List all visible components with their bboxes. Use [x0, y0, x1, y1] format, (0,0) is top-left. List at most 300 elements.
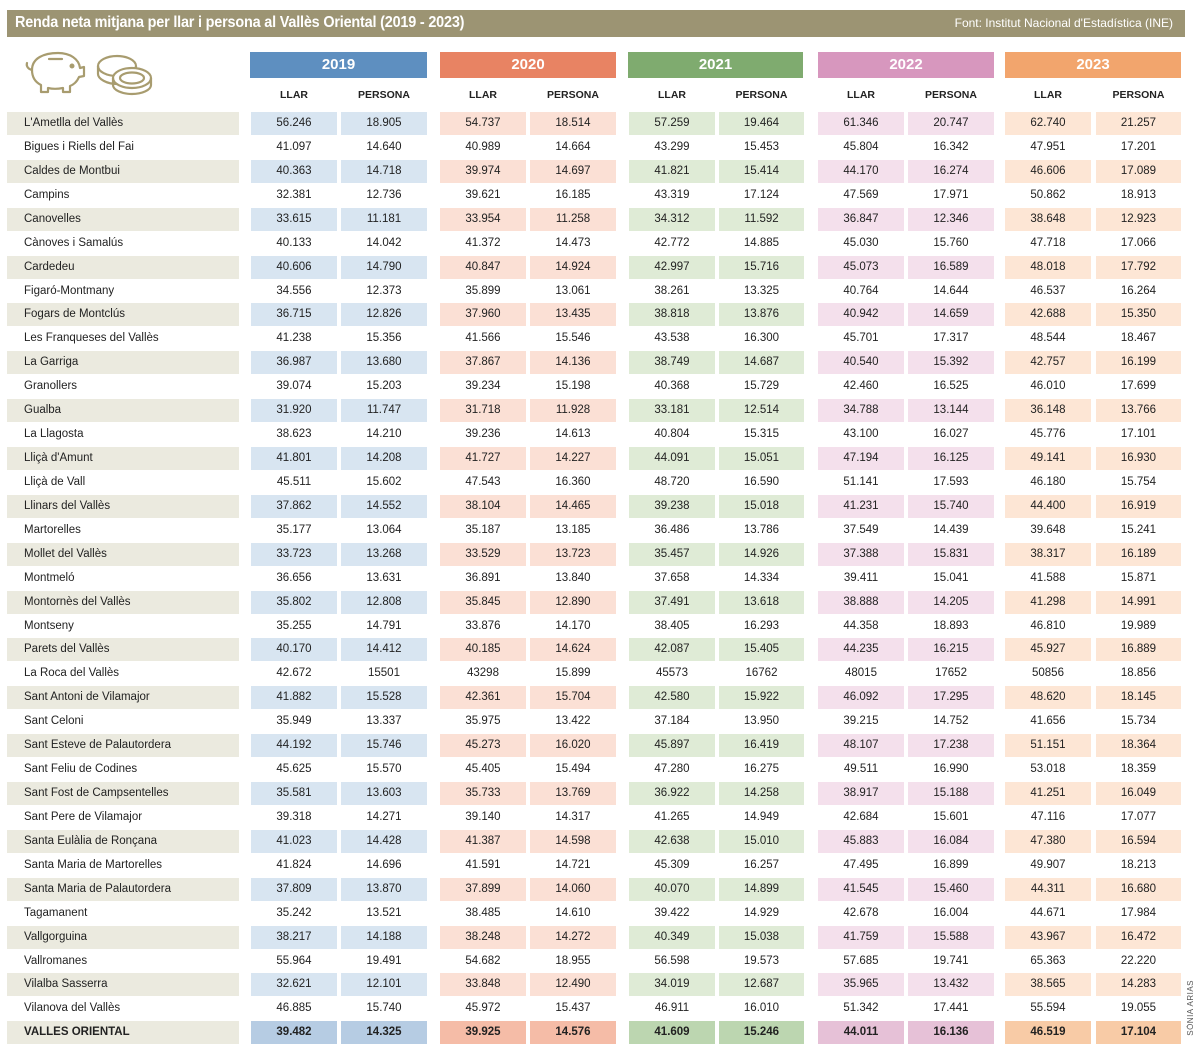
municipality-name: Llinars del Vallès: [7, 495, 239, 518]
cell-2019-persona: 14.552: [341, 495, 427, 518]
cell-2022-persona: 16.274: [908, 160, 994, 183]
cell-2019-llar: 37.809: [251, 878, 337, 901]
table-row: [0, 399, 1200, 422]
cell-2022-llar: 37.549: [843, 523, 879, 536]
cell-2021-persona: 14.949: [743, 810, 780, 823]
cell-2021-persona: 19.573: [743, 954, 780, 967]
cell-2020-persona: 13.061: [555, 284, 591, 297]
municipality-name: Cardedeu: [7, 256, 239, 279]
cell-2019-llar: 41.023: [251, 830, 337, 853]
table-row: [0, 591, 1200, 614]
cell-2022-llar: 51.342: [843, 1002, 879, 1015]
cell-2023-persona: 17.792: [1096, 256, 1181, 279]
cell-2020-llar: 39.234: [465, 380, 501, 393]
cell-2019-persona: 13.268: [341, 543, 427, 566]
table-row: [0, 160, 1200, 183]
cell-2023-persona: 14.283: [1096, 973, 1181, 996]
subheader-llar: LLAR: [280, 89, 308, 101]
cell-2023-llar: 49.141: [1005, 447, 1091, 470]
cell-2021-persona: 14.929: [743, 906, 780, 919]
cell-2022-persona: 16.125: [908, 447, 994, 470]
cell-2021-llar: 33.181: [629, 399, 715, 422]
table-row: [0, 136, 1200, 159]
table-row: [0, 208, 1200, 231]
cell-2023-llar: 46.180: [1030, 475, 1066, 488]
cell-2021-llar: 38.261: [654, 284, 690, 297]
cell-2019-persona: 15.602: [366, 475, 402, 488]
cell-2021-llar: 43.299: [654, 140, 690, 153]
cell-2020-llar: 38.248: [440, 926, 526, 949]
municipality-name: Mollet del Vallès: [7, 543, 239, 566]
cell-2019-persona: 14.791: [366, 619, 402, 632]
cell-2022-persona: 15.831: [908, 543, 994, 566]
subheader-persona: PERSONA: [1112, 89, 1165, 101]
municipality-name: Sant Celoni: [24, 715, 84, 728]
cell-2020-llar: 35.899: [465, 284, 501, 297]
table-row: [0, 112, 1200, 135]
municipality-name: Tagamanent: [24, 906, 88, 919]
cell-2021-persona: 13.786: [743, 523, 780, 536]
year-header-2022: 2022: [818, 52, 994, 78]
cell-2021-llar: 42.087: [629, 638, 715, 661]
cell-2023-persona: 16.264: [1120, 284, 1157, 297]
cell-2020-persona: 13.185: [555, 523, 591, 536]
cell-2020-persona: 14.721: [555, 858, 591, 871]
cell-2022-llar: 41.231: [818, 495, 904, 518]
cell-2019-persona: 14.208: [341, 447, 427, 470]
cell-2021-llar: 34.312: [629, 208, 715, 231]
cell-2020-llar: 40.185: [440, 638, 526, 661]
cell-2022-persona: 17.441: [933, 1002, 969, 1015]
cell-2021-llar: 40.804: [654, 428, 690, 441]
cell-2023-persona: 16.199: [1096, 351, 1181, 374]
cell-2020-llar: 41.727: [440, 447, 526, 470]
cell-2019-llar: 34.556: [276, 284, 312, 297]
cell-2020-llar: 40.989: [465, 140, 501, 153]
cell-2021-persona: 14.687: [719, 351, 804, 374]
cell-2020-persona: 14.576: [530, 1021, 616, 1044]
cell-2020-llar: 38.104: [440, 495, 526, 518]
municipality-name: Vilanova del Vallès: [24, 1002, 121, 1015]
cell-2021-llar: 38.405: [654, 619, 690, 632]
cell-2019-persona: 13.631: [366, 571, 402, 584]
cell-2020-persona: 14.924: [530, 256, 616, 279]
cell-2019-llar: 38.623: [276, 428, 312, 441]
cell-2023-llar: 65.363: [1030, 954, 1066, 967]
cell-2020-persona: 14.613: [555, 428, 591, 441]
cell-2022-persona: 15.041: [933, 571, 969, 584]
cell-2022-persona: 20.747: [908, 112, 994, 135]
municipality-name: Sant Fost de Campsentelles: [7, 782, 239, 805]
cell-2020-persona: 14.465: [530, 495, 616, 518]
cell-2020-llar: 39.621: [465, 188, 501, 201]
cell-2021-llar: 43.319: [654, 188, 690, 201]
cell-2022-persona: 12.346: [908, 208, 994, 231]
cell-2023-llar: 41.251: [1005, 782, 1091, 805]
cell-2019-persona: 12.736: [366, 188, 402, 201]
cell-2021-llar: 41.609: [629, 1021, 715, 1044]
cell-2023-persona: 18.145: [1096, 686, 1181, 709]
cell-2019-persona: 12.808: [341, 591, 427, 614]
cell-2022-persona: 16.215: [908, 638, 994, 661]
cell-2020-llar: 45.273: [440, 734, 526, 757]
cell-2019-persona: 13.064: [366, 523, 402, 536]
cell-2023-persona: 17.699: [1120, 380, 1157, 393]
cell-2022-persona: 18.893: [933, 619, 969, 632]
cell-2020-persona: 11.258: [530, 208, 616, 231]
cell-2022-llar: 36.847: [818, 208, 904, 231]
cell-2023-persona: 17.101: [1120, 428, 1157, 441]
cell-2021-llar: 38.749: [629, 351, 715, 374]
cell-2020-persona: 14.060: [530, 878, 616, 901]
cell-2022-llar: 48.107: [818, 734, 904, 757]
chart-title: Renda neta mitjana per llar i persona al Vallès Oriental (2019 - 2023): [15, 14, 465, 31]
municipality-name: Campins: [24, 188, 70, 201]
cell-2019-llar: 31.920: [251, 399, 337, 422]
cell-2022-llar: 35.965: [818, 973, 904, 996]
cell-2019-persona: 15501: [368, 667, 400, 680]
cell-2022-llar: 51.141: [843, 475, 879, 488]
cell-2022-persona: 16.136: [908, 1021, 994, 1044]
cell-2021-llar: 37.658: [654, 571, 690, 584]
municipality-name: L'Ametlla del Vallès: [7, 112, 239, 135]
cell-2020-llar: 35.845: [440, 591, 526, 614]
cell-2020-llar: 40.847: [440, 256, 526, 279]
cell-2020-persona: 18.955: [555, 954, 591, 967]
cell-2023-persona: 17.089: [1096, 160, 1181, 183]
cell-2019-persona: 14.325: [341, 1021, 427, 1044]
cell-2022-persona: 16.990: [933, 763, 969, 776]
table-row: [0, 686, 1200, 709]
cell-2020-persona: 13.840: [555, 571, 591, 584]
cell-2022-persona: 17.317: [933, 332, 969, 345]
cell-2020-persona: 14.697: [530, 160, 616, 183]
cell-2022-llar: 40.540: [818, 351, 904, 374]
cell-2023-llar: 38.317: [1005, 543, 1091, 566]
cell-2021-llar: 39.238: [629, 495, 715, 518]
municipality-name: Montmeló: [24, 571, 75, 584]
cell-2023-persona: 18.856: [1120, 667, 1157, 680]
cell-2019-llar: 40.133: [276, 236, 312, 249]
cell-2022-llar: 45.804: [843, 140, 879, 153]
table-row: [0, 878, 1200, 901]
cell-2023-llar: 46.519: [1005, 1021, 1091, 1044]
total-label: VALLES ORIENTAL: [7, 1021, 239, 1044]
cell-2021-persona: 15.246: [719, 1021, 804, 1044]
table-row: [0, 495, 1200, 518]
cell-2022-llar: 44.170: [818, 160, 904, 183]
municipality-name: Cànoves i Samalús: [24, 236, 124, 249]
subheader-llar: LLAR: [469, 89, 497, 101]
cell-2019-persona: 18.905: [341, 112, 427, 135]
municipality-name: Fogars de Montclús: [7, 303, 239, 326]
cell-2022-persona: 14.644: [933, 284, 969, 297]
cell-2022-llar: 46.092: [818, 686, 904, 709]
cell-2023-persona: 18.213: [1120, 858, 1157, 871]
cell-2023-llar: 41.298: [1005, 591, 1091, 614]
cell-2022-llar: 38.888: [818, 591, 904, 614]
photo-credit: SÒNIA ARIAS: [1186, 980, 1195, 1036]
cell-2023-llar: 42.757: [1005, 351, 1091, 374]
cell-2023-persona: 17.984: [1120, 906, 1157, 919]
table-row: [0, 303, 1200, 326]
cell-2022-persona: 17.238: [908, 734, 994, 757]
cell-2019-llar: 44.192: [251, 734, 337, 757]
cell-2021-persona: 15.453: [743, 140, 780, 153]
table-row: [0, 950, 1200, 973]
cell-2020-llar: 41.372: [465, 236, 501, 249]
cell-2023-persona: 17.077: [1120, 810, 1157, 823]
cell-2021-llar: 40.349: [629, 926, 715, 949]
cell-2022-persona: 14.439: [933, 523, 969, 536]
cell-2019-persona: 14.428: [341, 830, 427, 853]
municipality-name: Gualba: [7, 399, 239, 422]
cell-2019-llar: 36.656: [276, 571, 312, 584]
table-row: [0, 375, 1200, 398]
cell-2019-persona: 13.521: [366, 906, 402, 919]
table-row: [0, 758, 1200, 781]
cell-2019-llar: 35.177: [276, 523, 312, 536]
table-row: [0, 184, 1200, 207]
cell-2019-persona: 15.746: [341, 734, 427, 757]
cell-2022-llar: 38.917: [818, 782, 904, 805]
coins-icon: [98, 56, 151, 94]
cell-2021-persona: 16.293: [743, 619, 780, 632]
cell-2023-llar: 48.544: [1030, 332, 1066, 345]
cell-2019-llar: 35.242: [276, 906, 312, 919]
municipality-name: Figaró-Montmany: [24, 284, 115, 297]
municipality-name: Vallromanes: [24, 954, 88, 967]
cell-2022-persona: 15.460: [908, 878, 994, 901]
cell-2022-persona: 19.741: [933, 954, 969, 967]
cell-2020-persona: 14.227: [530, 447, 616, 470]
cell-2019-llar: 55.964: [276, 954, 312, 967]
cell-2019-llar: 38.217: [251, 926, 337, 949]
cell-2023-persona: 19.055: [1120, 1002, 1157, 1015]
cell-2021-llar: 38.818: [629, 303, 715, 326]
cell-2021-llar: 45.897: [629, 734, 715, 757]
cell-2021-persona: 15.716: [719, 256, 804, 279]
cell-2019-llar: 37.862: [251, 495, 337, 518]
table-row: [0, 519, 1200, 542]
table-row: [0, 926, 1200, 949]
cell-2019-llar: 45.511: [276, 475, 312, 488]
cell-2019-llar: 41.097: [276, 140, 312, 153]
cell-2019-llar: 41.882: [251, 686, 337, 709]
cell-2023-persona: 15.350: [1096, 303, 1181, 326]
cell-2022-persona: 16.525: [933, 380, 969, 393]
cell-2021-llar: 39.422: [654, 906, 690, 919]
cell-2019-persona: 14.640: [366, 140, 402, 153]
cell-2023-llar: 47.951: [1030, 140, 1066, 153]
cell-2019-persona: 13.870: [341, 878, 427, 901]
cell-2021-llar: 57.259: [629, 112, 715, 135]
cell-2020-persona: 14.624: [530, 638, 616, 661]
cell-2023-llar: 51.151: [1005, 734, 1091, 757]
cell-2019-persona: 13.680: [341, 351, 427, 374]
cell-2021-persona: 15.729: [743, 380, 780, 393]
year-header-2020: 2020: [440, 52, 616, 78]
municipality-name: Granollers: [24, 380, 78, 393]
cell-2020-llar: 54.737: [440, 112, 526, 135]
table-row: [0, 615, 1200, 638]
cell-2022-persona: 13.432: [908, 973, 994, 996]
table-row: [0, 423, 1200, 446]
table-row: [0, 232, 1200, 255]
cell-2023-persona: 16.189: [1096, 543, 1181, 566]
cell-2022-llar: 40.942: [818, 303, 904, 326]
cell-2022-persona: 14.659: [908, 303, 994, 326]
cell-2023-llar: 55.594: [1030, 1002, 1066, 1015]
cell-2022-llar: 45.701: [843, 332, 879, 345]
subheader-llar: LLAR: [1034, 89, 1062, 101]
cell-2020-persona: 14.610: [555, 906, 591, 919]
municipality-name: Lliçà d'Amunt: [7, 447, 239, 470]
cell-2021-persona: 12.687: [719, 973, 804, 996]
cell-2020-persona: 15.899: [555, 667, 591, 680]
cell-2022-persona: 16.027: [933, 428, 969, 441]
cell-2019-persona: 15.528: [341, 686, 427, 709]
year-header-2023: 2023: [1005, 52, 1181, 78]
table-row: [0, 973, 1200, 996]
municipality-name: Martorelles: [24, 523, 81, 536]
cell-2020-persona: 16.360: [555, 475, 591, 488]
municipality-name: Santa Maria de Martorelles: [24, 858, 163, 871]
cell-2021-llar: 42.638: [629, 830, 715, 853]
cell-2023-llar: 46.810: [1030, 619, 1066, 632]
cell-2022-persona: 17.593: [933, 475, 969, 488]
cell-2020-llar: 33.848: [440, 973, 526, 996]
cell-2019-llar: 32.621: [251, 973, 337, 996]
cell-2022-persona: 15.188: [908, 782, 994, 805]
cell-2020-llar: 37.960: [440, 303, 526, 326]
cell-2021-persona: 15.922: [719, 686, 804, 709]
cell-2019-persona: 15.570: [366, 763, 402, 776]
cell-2022-persona: 17652: [935, 667, 967, 680]
cell-2023-persona: 16.889: [1096, 638, 1181, 661]
cell-2020-persona: 14.272: [530, 926, 616, 949]
cell-2023-llar: 43.967: [1005, 926, 1091, 949]
cell-2021-llar: 42.580: [629, 686, 715, 709]
cell-2021-persona: 15.038: [719, 926, 804, 949]
municipality-name: La Garriga: [7, 351, 239, 374]
cell-2021-llar: 34.019: [629, 973, 715, 996]
cell-2020-persona: 15.198: [555, 380, 591, 393]
year-header-2021: 2021: [628, 52, 803, 78]
cell-2020-llar: 33.876: [465, 619, 501, 632]
cell-2019-llar: 35.802: [251, 591, 337, 614]
cell-2019-persona: 19.491: [366, 954, 402, 967]
source-note: Font: Institut Nacional d'Estadística (INE): [954, 16, 1173, 30]
cell-2020-persona: 11.928: [530, 399, 616, 422]
cell-2019-llar: 46.885: [276, 1002, 312, 1015]
cell-2022-persona: 16.899: [933, 858, 969, 871]
cell-2021-persona: 11.592: [719, 208, 804, 231]
cell-2022-llar: 48015: [845, 667, 877, 680]
cell-2023-persona: 18.913: [1120, 188, 1157, 201]
cell-2019-llar: 35.949: [276, 715, 312, 728]
cell-2021-llar: 43.538: [654, 332, 690, 345]
municipality-name: Lliçà de Vall: [24, 475, 86, 488]
cell-2022-persona: 15.740: [908, 495, 994, 518]
cell-2019-llar: 40.606: [251, 256, 337, 279]
cell-2021-persona: 16.010: [743, 1002, 780, 1015]
municipality-name: Caldes de Montbui: [7, 160, 239, 183]
cell-2023-persona: 15.734: [1120, 715, 1157, 728]
cell-2022-llar: 37.388: [818, 543, 904, 566]
cell-2021-persona: 16.275: [743, 763, 780, 776]
cell-2023-persona: 17.201: [1120, 140, 1157, 153]
cell-2021-persona: 17.124: [743, 188, 780, 201]
cell-2022-llar: 42.684: [843, 810, 879, 823]
cell-2022-persona: 13.144: [908, 399, 994, 422]
cell-2022-persona: 17.295: [908, 686, 994, 709]
municipality-name: Santa Eulàlia de Ronçana: [7, 830, 239, 853]
cell-2022-persona: 15.588: [908, 926, 994, 949]
cell-2020-llar: 47.543: [465, 475, 501, 488]
cell-2020-persona: 14.473: [555, 236, 591, 249]
cell-2019-persona: 14.210: [366, 428, 402, 441]
cell-2023-persona: 16.680: [1096, 878, 1181, 901]
cell-2020-llar: 35.975: [465, 715, 501, 728]
cell-2022-persona: 17.971: [933, 188, 969, 201]
cell-2021-llar: 45.309: [654, 858, 690, 871]
table-row: [0, 471, 1200, 494]
cell-2021-persona: 14.885: [743, 236, 780, 249]
cell-2023-llar: 44.311: [1005, 878, 1091, 901]
cell-2023-persona: 14.991: [1096, 591, 1181, 614]
cell-2020-llar: 45.972: [465, 1002, 501, 1015]
municipality-name: Montseny: [24, 619, 74, 632]
table-row: [0, 710, 1200, 733]
cell-2020-persona: 14.170: [555, 619, 591, 632]
table-row: [0, 447, 1200, 470]
cell-2023-persona: 19.989: [1120, 619, 1157, 632]
cell-2021-persona: 15.051: [719, 447, 804, 470]
cell-2022-persona: 16.342: [933, 140, 969, 153]
cell-2021-llar: 40.070: [629, 878, 715, 901]
cell-2023-llar: 47.718: [1030, 236, 1066, 249]
cell-2021-llar: 48.720: [654, 475, 690, 488]
cell-2019-llar: 40.170: [251, 638, 337, 661]
cell-2023-llar: 45.927: [1005, 638, 1091, 661]
cell-2022-llar: 45.883: [818, 830, 904, 853]
cell-2023-llar: 50.862: [1030, 188, 1066, 201]
cell-2019-persona: 14.696: [366, 858, 402, 871]
cell-2023-persona: 16.919: [1096, 495, 1181, 518]
municipality-name: Vallgorguina: [7, 926, 239, 949]
cell-2019-persona: 14.790: [341, 256, 427, 279]
cell-2022-llar: 34.788: [818, 399, 904, 422]
cell-2021-persona: 14.899: [719, 878, 804, 901]
cell-2020-llar: 36.891: [465, 571, 501, 584]
cell-2023-llar: 41.588: [1030, 571, 1066, 584]
cell-2021-llar: 41.821: [629, 160, 715, 183]
cell-2019-llar: 42.672: [276, 667, 312, 680]
cell-2020-llar: 54.682: [465, 954, 501, 967]
cell-2020-persona: 14.598: [530, 830, 616, 853]
cell-2021-persona: 15.018: [719, 495, 804, 518]
cell-2019-persona: 12.826: [341, 303, 427, 326]
cell-2023-llar: 48.018: [1005, 256, 1091, 279]
subheader-llar: LLAR: [847, 89, 875, 101]
cell-2019-llar: 39.482: [251, 1021, 337, 1044]
cell-2021-llar: 42.997: [629, 256, 715, 279]
cell-2019-persona: 12.373: [366, 284, 402, 297]
cell-2021-persona: 15.405: [719, 638, 804, 661]
cell-2022-llar: 47.194: [818, 447, 904, 470]
cell-2023-llar: 46.606: [1005, 160, 1091, 183]
